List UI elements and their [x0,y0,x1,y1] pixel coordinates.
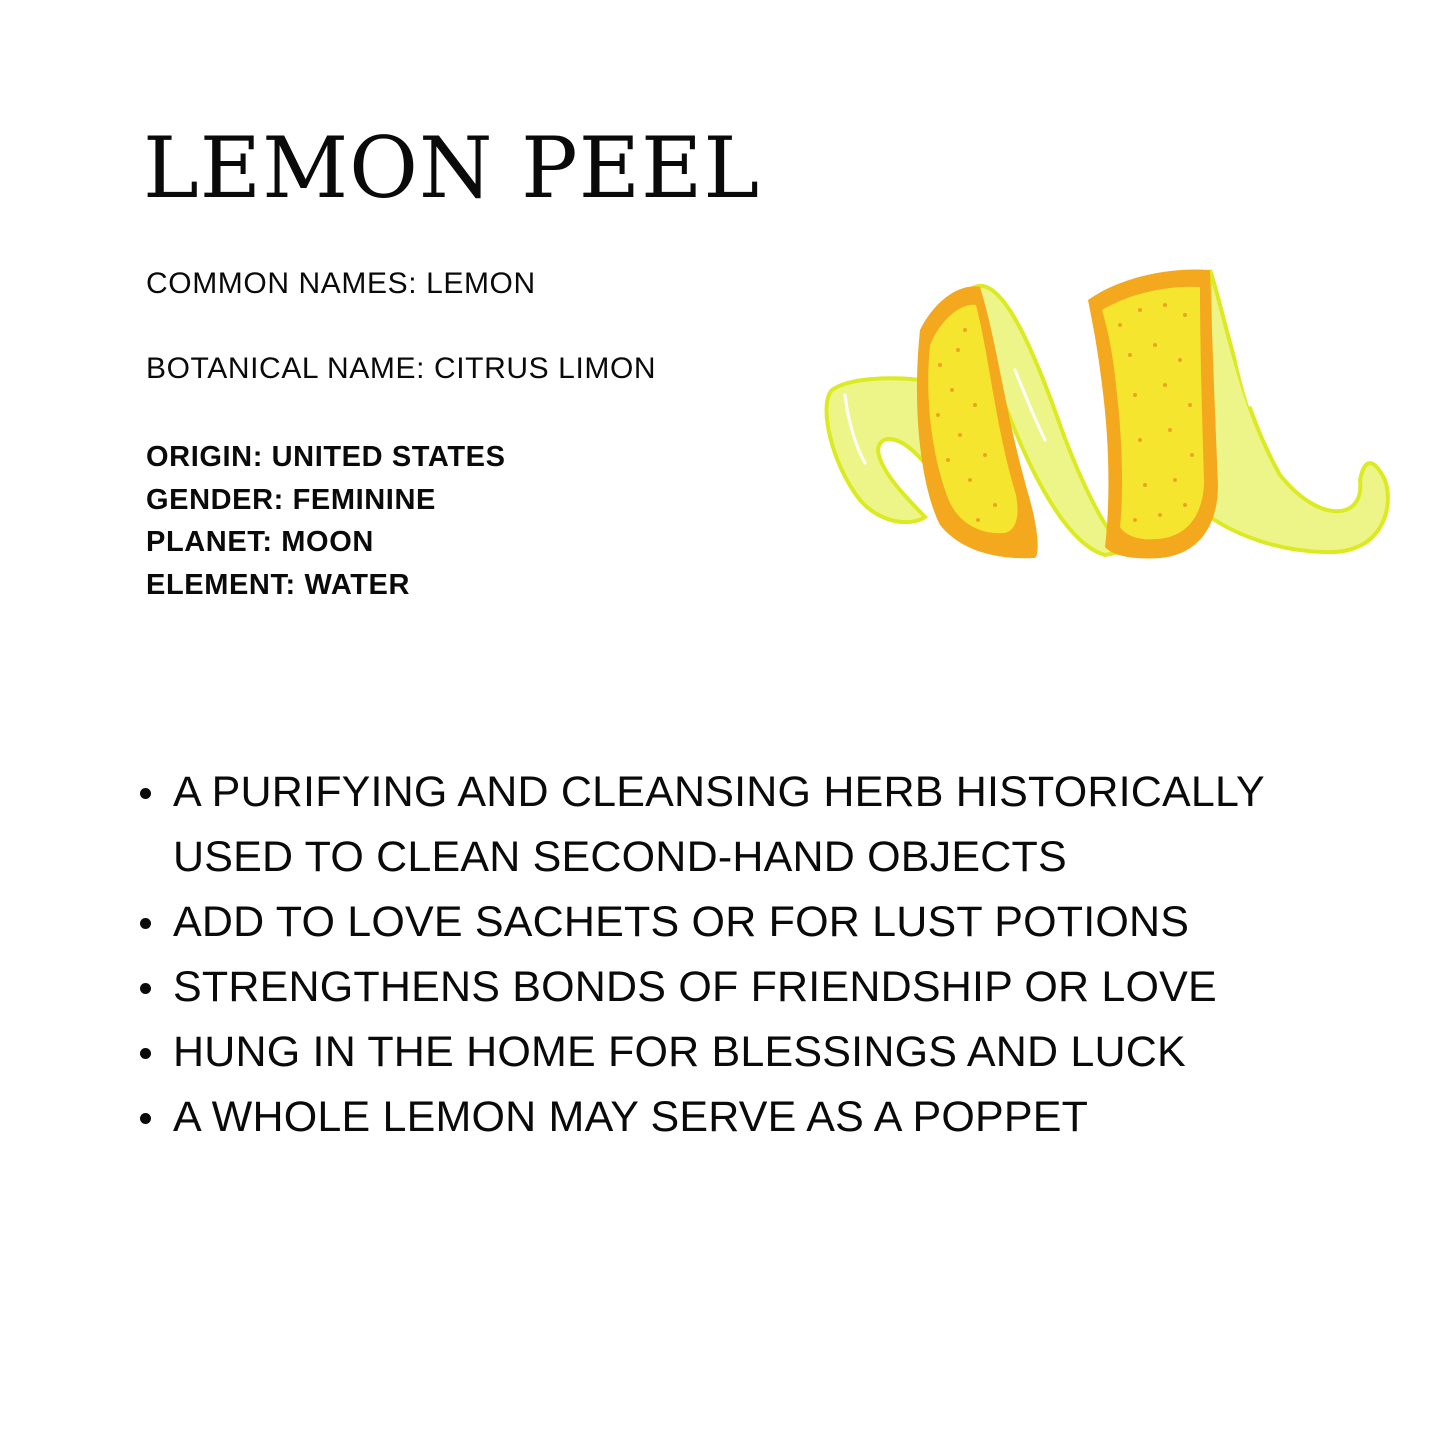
use-item [140,955,1370,1020]
use-item [140,760,1370,890]
property-element: ELEMENT: WATER [146,568,411,601]
common-names: COMMON NAMES: LEMON [146,267,536,300]
use-text: HUNG IN THE HOME FOR BLESSINGS AND LUCK [173,1028,1186,1076]
bullet-icon [140,1113,151,1124]
bullet-icon [140,983,151,994]
uses-list [140,760,1370,1150]
right-pith [1210,270,1388,552]
use-text: A WHOLE LEMON MAY SERVE AS A POPPET [173,1093,1089,1141]
use-item [140,1085,1370,1150]
use-item [140,890,1370,955]
bullet-icon [140,788,151,799]
property-planet: PLANET: MOON [146,526,374,558]
use-item [140,1020,1370,1085]
page-title: LEMON PEEL [143,119,761,217]
properties-list [146,436,506,606]
property-origin: ORIGIN: UNITED STATES [146,441,506,473]
bullet-icon [140,918,151,929]
property-gender: GENDER: FEMININE [146,483,436,516]
botanical-name: BOTANICAL NAME: CITRUS LIMON [146,352,657,385]
lemon-peel-illustration [820,255,1400,585]
bullet-icon [140,1048,151,1059]
use-text: ADD TO LOVE SACHETS OR FOR LUST POTIONS [173,898,1190,946]
use-text: STRENGTHENS BONDS OF FRIENDSHIP OR LOVE [173,963,1217,1011]
use-text: A PURIFYING AND CLEANSING HERB HISTORICALLY USED TO CLEAN SECOND-HAND OBJECTS [173,768,1265,881]
